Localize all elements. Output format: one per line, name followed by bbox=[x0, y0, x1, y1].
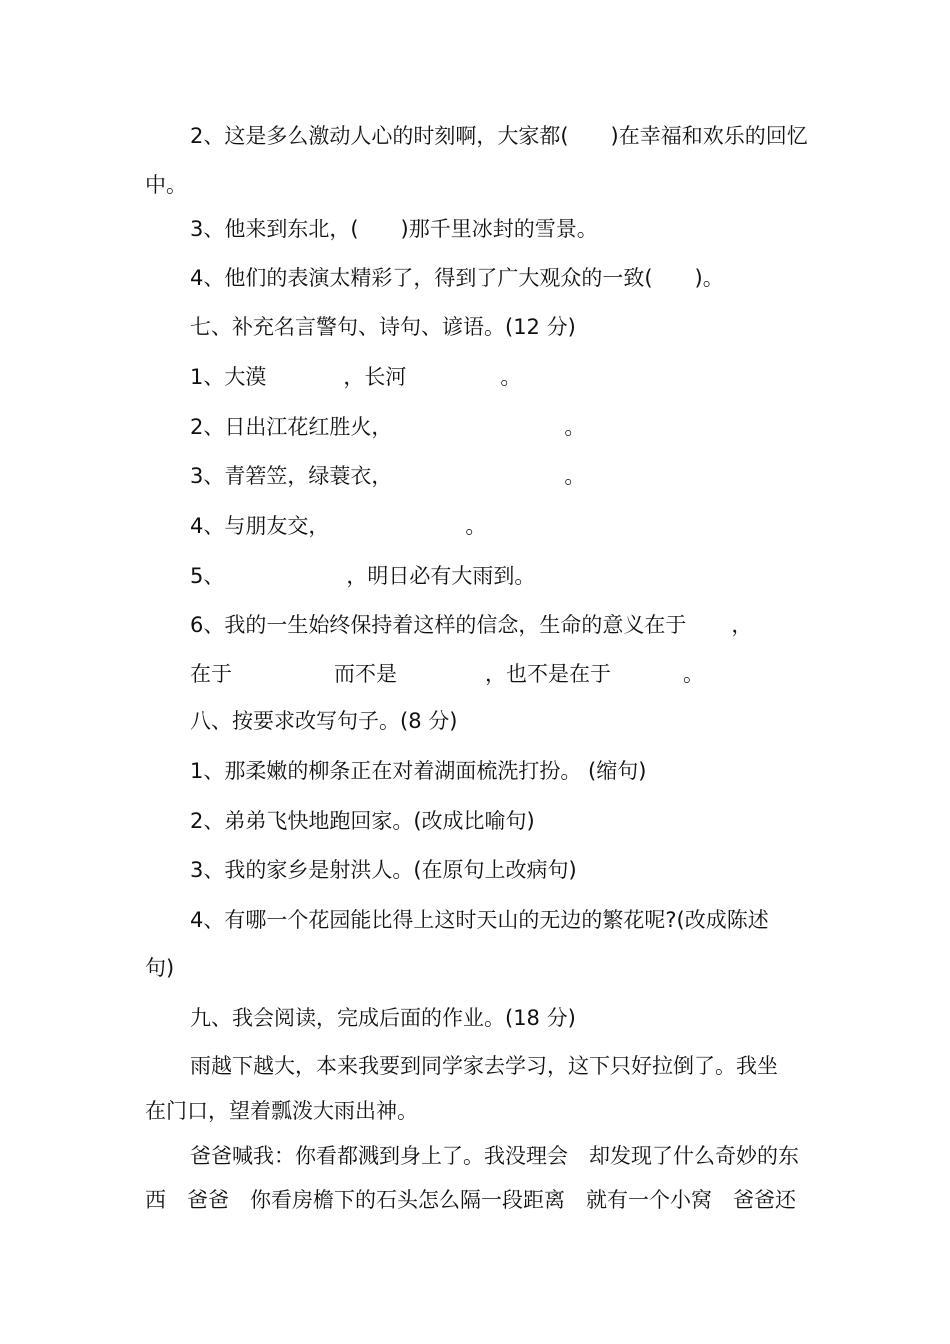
section-7-title: 七、补充名言警句、诗句、谚语。(12 分) bbox=[190, 315, 576, 339]
section-7-item-6: 6、我的一生始终保持着这样的信念，生命的意义在于 ， bbox=[190, 613, 753, 637]
section-8-item-4: 4、有哪一个花园能比得上这时天山的无边的繁花呢?(改成陈述 bbox=[190, 908, 769, 932]
section-7-item-2: 2、日出江花红胜火， 。 bbox=[190, 415, 586, 439]
q6-item-2: 2、这是多么激动人心的时刻啊，大家都( )在幸福和欢乐的回忆 bbox=[190, 124, 808, 148]
q6-item-2-continuation: 中。 bbox=[145, 173, 187, 197]
section-8-item-4-continuation: 句) bbox=[145, 956, 175, 980]
section-7-item-3: 3、青箬笠，绿蓑衣， 。 bbox=[190, 464, 586, 488]
reading-paragraph-1-line-2: 在门口，望着瓢泼大雨出神。 bbox=[145, 1099, 418, 1123]
reading-paragraph-1-line-1: 雨越下越大，本来我要到同学家去学习，这下只好拉倒了。我坐 bbox=[190, 1054, 778, 1078]
reading-paragraph-2-line-1: 爸爸喊我：你看都溅到身上了。我没理会 却发现了什么奇妙的东 bbox=[190, 1144, 799, 1168]
section-9-title: 九、我会阅读，完成后面的作业。(18 分) bbox=[190, 1006, 576, 1030]
reading-paragraph-2-line-2: 西 爸爸 你看房檐下的石头怎么隔一段距离 就有一个小窝 爸爸还 bbox=[145, 1188, 796, 1212]
section-8-item-1: 1、那柔嫩的柳条正在对着湖面梳洗打扮。 (缩句) bbox=[190, 759, 647, 783]
section-8-title: 八、按要求改写句子。(8 分) bbox=[190, 709, 458, 733]
section-7-item-4: 4、与朋友交， 。 bbox=[190, 514, 487, 538]
section-8-item-3: 3、我的家乡是射洪人。(在原句上改病句) bbox=[190, 858, 577, 882]
q6-item-3: 3、他来到东北，( )那千里冰封的雪景。 bbox=[190, 217, 598, 241]
section-7-item-1: 1、大漠 ，长河 。 bbox=[190, 365, 522, 389]
q6-item-4: 4、他们的表演太精彩了，得到了广大观众的一致( )。 bbox=[190, 266, 724, 290]
section-8-item-2: 2、弟弟飞快地跑回家。(改成比喻句) bbox=[190, 809, 535, 833]
section-7-item-5: 5、 ，明日必有大雨到。 bbox=[190, 564, 536, 588]
section-7-item-6-continuation: 在于 而不是 ，也不是在于 。 bbox=[190, 662, 704, 686]
